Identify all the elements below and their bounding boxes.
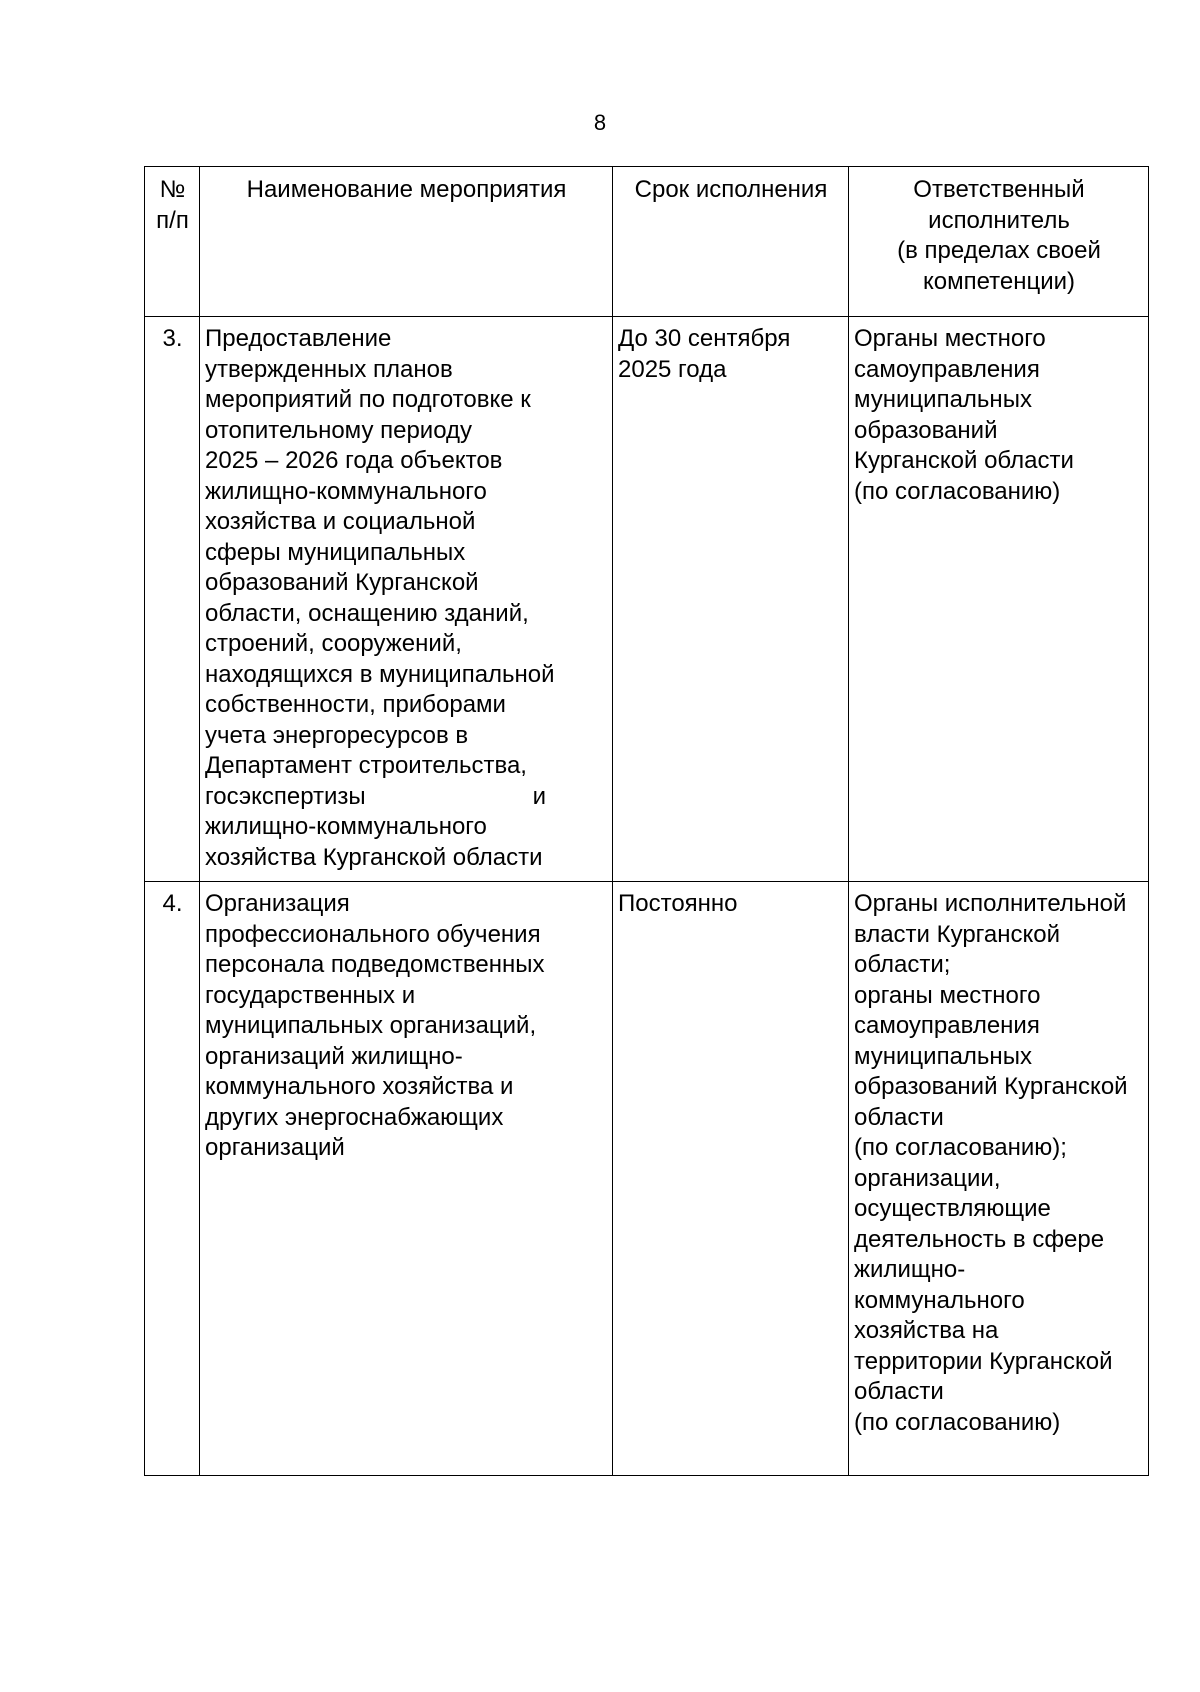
row-name-line: области, оснащению зданий,: [205, 599, 529, 627]
measures-table: [144, 166, 1149, 1476]
row-number: 3.: [145, 317, 200, 882]
row-name-line: других энергоснабжающих: [205, 1103, 504, 1131]
row-responsible-line: муниципальных: [854, 386, 1032, 413]
row-name-line: образований Курганской: [205, 569, 479, 596]
row-name-line: муниципальных организаций,: [205, 1012, 537, 1039]
row-name-line: хозяйства Курганской области: [205, 843, 543, 871]
header-number: [145, 167, 200, 317]
row-name-line: государственных и: [205, 981, 416, 1009]
table-header-row: [145, 167, 1149, 317]
row-responsible-line: власти Курганской: [854, 920, 1061, 948]
row-deadline-line: Постоянно: [618, 890, 738, 917]
row-name-line: хозяйства и социальной: [205, 508, 476, 535]
row-name-line: учета энергоресурсов в: [205, 721, 469, 749]
row-name-line: Департамент строительства,: [205, 752, 527, 779]
row-name-cell: [200, 317, 613, 882]
row-name-line: жилищно-коммунального: [205, 477, 487, 505]
row-responsible-line: (по согласованию): [854, 1408, 1061, 1436]
row-responsible-line: самоуправления: [854, 355, 1040, 383]
header-responsible-line: компетенции): [922, 267, 1076, 295]
header-number-line: №: [159, 176, 186, 203]
row-name-line: сферы муниципальных: [205, 538, 466, 566]
header-responsible-line: Ответственный: [913, 176, 1085, 203]
row-responsible-line: области: [854, 1378, 944, 1405]
row-name-line: находящихся в муниципальной: [205, 660, 555, 688]
row-responsible-line: образований: [854, 416, 998, 444]
row-name-line: утвержденных планов: [205, 355, 453, 383]
row-responsible-line: Курганской области: [854, 447, 1074, 474]
row-deadline-cell: [613, 317, 849, 882]
row-name-word: госэкспертизы: [205, 782, 366, 810]
table-row: [145, 882, 1149, 1476]
row-responsible-line: жилищно-: [854, 1256, 966, 1283]
row-responsible-line: Органы исполнительной: [854, 890, 1127, 917]
row-number: 4.: [145, 882, 200, 1476]
row-name-line: организаций: [205, 1134, 345, 1161]
row-name-line: профессионального обучения: [205, 920, 541, 948]
row-responsible-line: муниципальных: [854, 1042, 1032, 1070]
header-number-line: п/п: [156, 206, 189, 234]
row-name-line: организаций жилищно-: [205, 1042, 463, 1070]
row-responsible-line: коммунального: [854, 1286, 1025, 1314]
row-responsible-line: образований Курганской: [854, 1073, 1128, 1100]
table-row: [145, 317, 1149, 882]
row-responsible-line: области;: [854, 951, 951, 978]
row-name-word: и: [532, 782, 546, 810]
row-responsible-cell: [849, 317, 1149, 882]
header-name-label: Наименование мероприятия: [246, 176, 567, 203]
header-deadline-label: Срок исполнения: [634, 176, 828, 203]
row-name-line: Предоставление: [205, 325, 392, 352]
row-deadline-line: До 30 сентября: [618, 325, 791, 352]
row-responsible-line: (по согласованию): [854, 477, 1061, 505]
row-responsible-line: самоуправления: [854, 1012, 1040, 1039]
header-name: [200, 167, 613, 317]
header-responsible-line: исполнитель: [928, 206, 1070, 234]
row-responsible-line: Органы местного: [854, 325, 1046, 352]
row-deadline-cell: [613, 882, 849, 1476]
row-name-line: коммунального хозяйства и: [205, 1073, 514, 1100]
row-responsible-line: организации,: [854, 1164, 1001, 1192]
header-deadline: [613, 167, 849, 317]
row-responsible-line: области: [854, 1103, 944, 1131]
row-name-line: отопительному периоду: [205, 416, 473, 444]
row-responsible-line: территории Курганской: [854, 1347, 1113, 1375]
page-number: 8: [593, 110, 607, 135]
row-responsible-line: органы местного: [854, 981, 1041, 1009]
row-responsible-line: хозяйства на: [854, 1317, 999, 1344]
row-name-line: строений, сооружений,: [205, 630, 462, 657]
row-name-line: Организация: [205, 890, 350, 917]
header-responsible: [849, 167, 1149, 317]
row-name-line: 2025 – 2026 года объектов: [205, 447, 503, 474]
row-name-line: мероприятий по подготовке к: [205, 386, 531, 413]
row-responsible-line: осуществляющие: [854, 1195, 1051, 1222]
row-name-line: персонала подведомственных: [205, 951, 545, 978]
row-name-line: собственности, приборами: [205, 691, 506, 718]
row-responsible-cell: [849, 882, 1149, 1476]
row-name-cell: [200, 882, 613, 1476]
row-responsible-line: (по согласованию);: [854, 1134, 1067, 1161]
header-responsible-line: (в пределах своей: [897, 237, 1101, 264]
row-name-justified-line: [205, 782, 608, 813]
row-deadline-line: 2025 года: [618, 355, 727, 383]
row-name-line: жилищно-коммунального: [205, 813, 487, 840]
row-responsible-line: деятельность в сфере: [854, 1225, 1105, 1253]
